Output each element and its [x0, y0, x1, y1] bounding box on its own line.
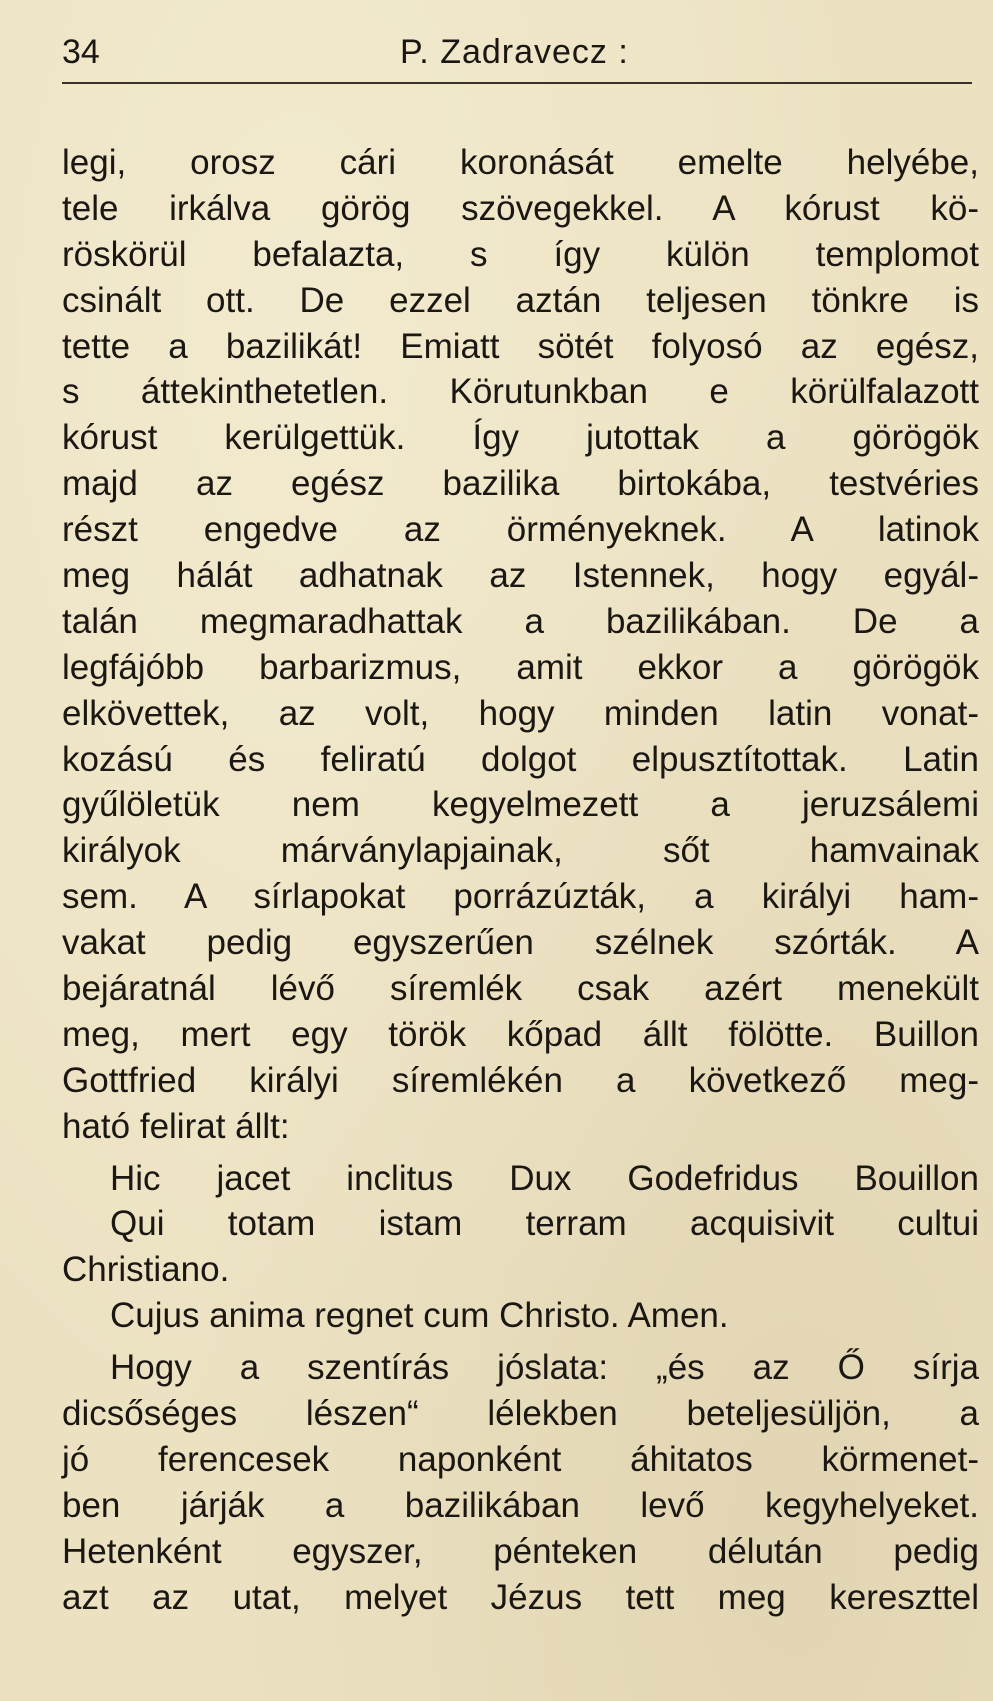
text-line: majd az egész bazilika birtokába, testvéries [62, 464, 979, 504]
text-line: kórust kerülgettük. Így jutottak a görögök [62, 418, 979, 458]
page-number: 34 [62, 33, 100, 71]
text-line: Hogy a szentírás jóslata: „és az Ő sírja [110, 1348, 979, 1388]
text-line: bejáratnál lévő síremlék csak azért menekült [62, 969, 979, 1009]
text-line: kozású és feliratú dolgot elpusztítottak. Latin [62, 739, 979, 779]
inscription-line: Hic jacet inclitus Dux Godefridus Bouillon [110, 1158, 979, 1198]
page-header [62, 28, 972, 76]
text-line: meg hálát adhatnak az Istennek, hogy egyál- [62, 556, 979, 596]
text-line: sem. A sírlapokat porrázúzták, a királyi ham- [62, 877, 979, 917]
header-rule [62, 82, 972, 84]
text-line: azt az utat, melyet Jézus tett meg kereszttel [62, 1577, 979, 1617]
text-line: gyűlöletük nem kegyelmezett a jeruzsálemi [62, 785, 979, 825]
text-line: ben járják a bazilikában levő kegyhelyeket. [62, 1485, 979, 1525]
text-line: királyok márványlapjainak, sőt hamvainak [62, 831, 979, 871]
body-text [62, 140, 979, 1621]
text-line: legi, orosz cári koronását emelte helyébe, [62, 143, 979, 182]
text-line: tette a bazilikát! Emiatt sötét folyosó az egész, [62, 326, 979, 366]
inscription-line: Cujus anima regnet cum Christo. Amen. [110, 1296, 729, 1336]
text-line: vakat pedig egyszerűen szélnek szórták. A [62, 923, 979, 963]
text-line: dicsőséges lészen“ lélekben beteljesüljön, a [62, 1394, 979, 1434]
text-line: elkövettek, az volt, hogy minden latin vonat- [62, 693, 979, 733]
text-line: Hetenként egyszer, pénteken délután pedig [62, 1531, 979, 1571]
text-line: tele irkálva görög szövegekkel. A kórust kö- [62, 188, 979, 228]
inscription-line: Qui totam istam terram acquisivit cultui [110, 1204, 979, 1244]
text-line: röskörül befalazta, s így külön templomot [62, 234, 979, 274]
text-line: meg, mert egy török kőpad állt fölötte. Buillon [62, 1014, 979, 1054]
text-line: ható felirat állt: [62, 1106, 290, 1146]
text-line: s áttekinthetetlen. Körutunkban e körülfalazott [62, 372, 979, 412]
text-line: részt engedve az örményeknek. A latinok [62, 510, 979, 550]
text-line: talán megmaradhattak a bazilikában. De a [62, 601, 979, 641]
text-line: jó ferencesek naponként áhitatos körmenet- [62, 1439, 979, 1479]
text-line: csinált ott. De ezzel aztán teljesen tönkre is [62, 280, 979, 320]
inscription-line: Christiano. [62, 1250, 230, 1290]
running-head: P. Zadravecz : [400, 33, 629, 71]
text-line: Gottfried királyi síremlékén a következő meg- [62, 1060, 979, 1100]
text-line: legfájóbb barbarizmus, amit ekkor a görögök [62, 647, 979, 687]
